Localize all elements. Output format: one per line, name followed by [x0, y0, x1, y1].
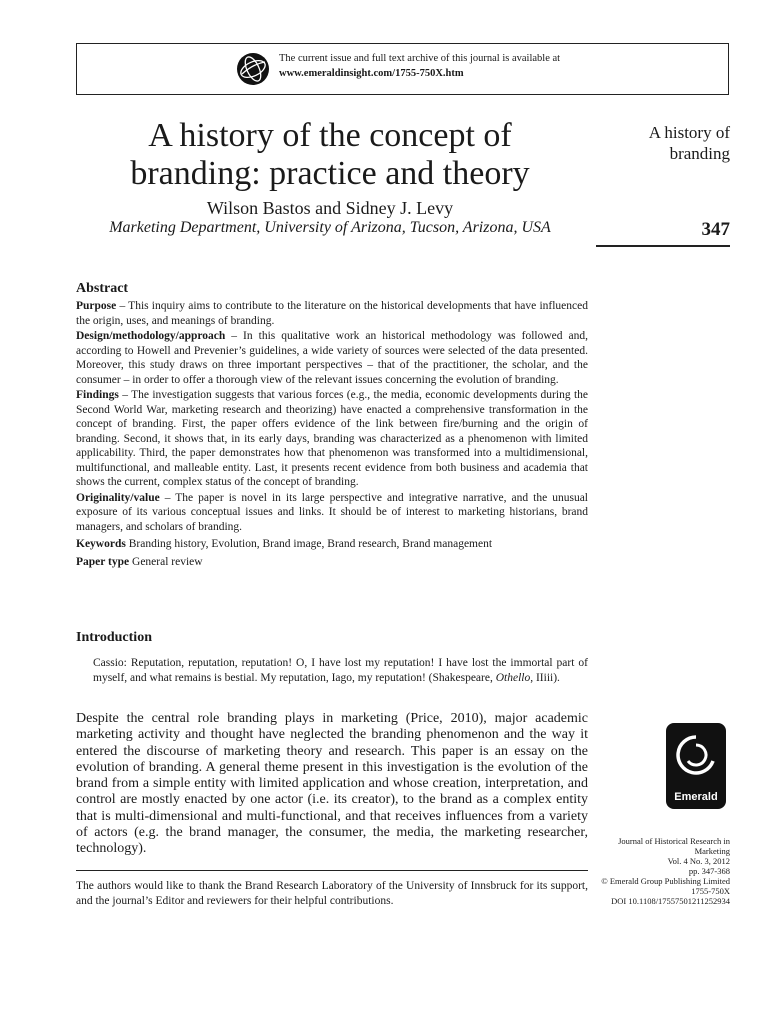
keywords-text: Branding history, Evolution, Brand image, Brand research, Brand management — [125, 538, 493, 550]
quote-work-title: Othello — [495, 672, 531, 684]
emerald-logo — [666, 723, 726, 809]
quote-citation-end: , IIiii). — [530, 672, 560, 684]
abstract-heading: Abstract — [76, 281, 129, 296]
journal-citation-info — [580, 836, 730, 906]
journal-url-link[interactable]: www.emeraldinsight.com/1755-750X.htm — [279, 68, 464, 79]
page-number-rule — [596, 245, 730, 247]
abstract-paper-type — [76, 555, 588, 570]
title-line-1: A history of the concept of — [148, 117, 512, 154]
running-head — [596, 122, 730, 164]
findings-label: Findings — [76, 389, 119, 401]
journal-info-line: © Emerald Group Publishing Limited — [601, 876, 730, 886]
keywords-label: Keywords — [76, 538, 126, 550]
abstract-findings — [76, 388, 588, 490]
abstract-purpose — [76, 299, 588, 328]
findings-text: – The investigation suggests that various forces (e.g., the media, economic developments during the Second World War, marketing research and theorizing) have enacted a comprehensive transformation in the concept of branding. First, the paper offers evidence of the link between fire/burning and the origin of branding. Second, it shows that, in its early days, branding was characterized as a phenomenon with limited applicability. Third, the paper demonstrates how that phenomenon was transformed into a multidimensional, multifunctional, and malleable entity. Last, it presents recent evidence from both business and academia that shows the current, complex status of the concept of branding. — [76, 389, 588, 488]
running-head-line-2: branding — [669, 144, 730, 163]
title-line-2: branding: practice and theory — [130, 155, 530, 192]
abstract-keywords — [76, 537, 588, 552]
emerald-logo-text: Emerald — [674, 791, 718, 803]
affiliation: Marketing Department, University of Arizona, Tucson, Arizona, USA — [109, 219, 551, 236]
journal-info-line: Journal of Historical Research in — [618, 836, 730, 846]
quote-text: Cassio: Reputation, reputation, reputation! O, I have lost my reputation! I have lost the immortal part of myself, and what remains is bestial. My reputation, Iago, my reputation! (Shakespeare, — [93, 657, 588, 684]
design-label: Design/methodology/approach — [76, 330, 226, 342]
introduction-paragraph: Despite the central role branding plays in marketing (Price, 2010), major academic marketing activity and thought have neglected the branding phenomenon and the way it entered the discourse of marketing theory and research. This paper is an essay on the evolution of branding. A general theme present in this investigation is the evolution of the brand from a simple entity with limited application and whose creation, interpretation, and control are mostly enacted by one actor (i.e. its creator), to the brand as a complex entity that is multi-dimensional and multi-functional, and that receives influences from a variety of actors (e.g. the brand manager, the consumer, the media, the marketing researcher, technology). — [76, 711, 588, 857]
abstract-body — [76, 299, 588, 570]
journal-info-line: Marketing — [694, 846, 730, 856]
journal-doi[interactable]: DOI 10.1108/17557501211252934 — [611, 896, 730, 906]
acknowledgement-footnote: The authors would like to thank the Brand Research Laboratory of the University of Innsbruck for its support, and the journal’s Editor and reviewers for their helpful contributions. — [76, 880, 588, 907]
design-text: – In this qualitative work an historical methodology was followed and, according to Howell and Prevenier’s guidelines, a wide variety of sources were selected of the data presented. Moreover, this study draws on three important perspectives – that of the practitioner, the scholar, and the consumer – in order to offer a thorough view of the relevant issues concerning the evolution of branding. — [76, 330, 588, 386]
journal-info-line: Vol. 4 No. 3, 2012 — [667, 856, 730, 866]
emerald-swirl-icon — [666, 723, 726, 789]
originality-label: Originality/value — [76, 491, 160, 504]
abstract-originality — [76, 491, 588, 535]
paper-type-text: General review — [129, 555, 203, 568]
purpose-label: Purpose — [76, 300, 117, 312]
paper-type-label: Paper type — [76, 555, 130, 568]
running-head-line-1: A history of — [648, 123, 730, 142]
article-title — [80, 117, 580, 193]
journal-info-line: pp. 347-368 — [688, 866, 730, 876]
purpose-text: – This inquiry aims to contribute to the literature on the historical developments that have influenced the origin, uses, and meanings of branding. — [76, 300, 588, 327]
journal-info-line: 1755-750X — [691, 886, 730, 896]
abstract-design — [76, 329, 588, 387]
introduction-heading: Introduction — [76, 630, 152, 645]
globe-icon — [236, 52, 270, 86]
footnote-rule — [76, 870, 588, 871]
epigraph-quote — [93, 656, 588, 686]
page-number: 347 — [701, 219, 730, 240]
originality-text: – The paper is novel in its large perspective and integrative narrative, and the unusual exposure of its various conceptual issues and links. It should be of interest to marketing historians, brand managers, and scholars of branding. — [76, 491, 588, 533]
header-availability-text: The current issue and full text archive of this journal is available at — [279, 53, 561, 64]
authors: Wilson Bastos and Sidney J. Levy — [206, 198, 454, 218]
